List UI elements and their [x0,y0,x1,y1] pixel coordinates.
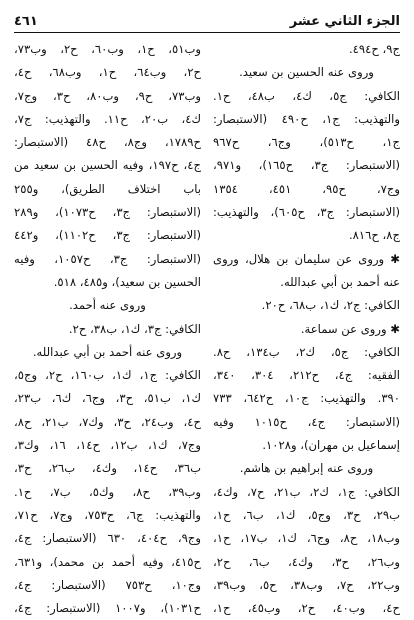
text-line: وج٧، ح٩٥، ٤٥١، ١٣٥٤ [213,181,400,196]
text-line: ب٣٦، ح١٤، وك٤، ب٢٦، ح٣، [14,461,201,476]
text-line: ✱ وروى عن سماعة. [300,321,400,336]
text-line: ح٢، وب٦٤، ح١، وب٦٨، ح٤، [14,65,201,80]
text-line: الكافي: ج٣، ك١، ب٣٨، ح٢. [68,321,201,336]
text-line: وب٣٩، ح٨، وك٥، ب٧، ح١. [14,484,201,499]
section-heading-line: وروى عنه أحمد. [69,298,146,313]
page-number: ٤٦١ [14,14,38,29]
section-heading-line: وروى عنه أحمد بن أبي عبدالله. [32,344,183,359]
text-line: الكافي: ج٥، ك٤، ب٤٨، ح١. [213,88,400,103]
text-line: وب٢٢، ح٧، وب٣٨، ح٥، وب٣٩، [213,577,400,592]
text-line: وب١٨، ح٨، وج٦، ك١، ب١٧، ح١، [213,531,400,546]
text-line: وج١٠، ح٧٥٣ (الاستبصار: ج٤، [14,577,201,592]
text-line: ك٤، ب٢٠، ح١١. والتهذيب: ج٧، [14,111,202,126]
text-line: الحسين بن سعيد)، و٤٨٥، ٥١٨. [53,274,201,289]
text-line: والتهذيب: ج٦، ح٧٥٣، وج٧، ح٧١، [14,507,202,522]
text-line: وب٢٦، ح٣، وك٤، ب٦، ح٢، [213,554,400,569]
text-line: الكافي: ج٥، ك٢، ب١٣٤، ح٨. [213,344,400,359]
text-line: ح٤، وب٢٤، ح٣، وك٧، ب٢١، ح٨، [14,414,201,429]
text-line: ✱ وروى عن سليمان بن هلال، وروى [213,251,400,266]
text-line: (الاستبصار: ج٣، ح١٦٥)، و٩٧١، [213,158,400,173]
section-heading-line: وروى عنه إبراهيم بن هاشم. [239,461,374,476]
text-line: ج٩، ح٤٩٤. [348,42,400,56]
text-line: الكافي: ج٢، ك١، ب٦٨، ح٢٠. [261,298,400,313]
text-line: الفقيه: ج٤، ح٢١٢، ٣٠٤، ٣٤٠، [213,368,400,383]
text-line: ك١، ب٥١، ح٣، وج٦، ك٦، ب٢٣، [14,391,202,406]
text-line: ج٨، ح٨١٦. [348,228,400,243]
text-line: وج٩، ح٤٠٤، ٦٣٠ (الاستبصار: ج٤، [14,531,201,546]
text-line: ح٤١٥، وفيه أحمد بن محمد)، و٦٣١، [14,554,201,569]
text-line: (الاستبصار: ج٤، ح١٠١٥ وفيه [213,414,400,429]
text-line: (الاستبصار: ج٣، ح١٠٧٣)، و٢٨٩ [14,205,201,220]
two-column-body [14,38,401,616]
text-line: ج٤، ح١٩٧، وفيه الحسين بن سعيد من [14,158,201,173]
right-column [213,38,401,616]
text-line: ب٢٩، ح٣، وج٥، ك١، ب٦، ح١، [213,507,401,522]
text-line: (الاستبصار: ج٣، ح١٠٥٧، وفيه [14,251,201,266]
text-line: وج٧، ك١، ب١٢، ح١٤، ١٦، وك٣، [14,438,202,453]
text-line: عنه أحمد بن أبي عبدالله. [280,274,400,289]
left-column [14,38,202,616]
text-line: ج١، ح٥١٣)، وج٦، ح٩٦٧ [213,135,400,150]
text-line: ح١٠٣١)، و١٠٠٧ (الاستبصار: ج٤، [14,601,201,616]
text-line: وب٥١، ح١، وب٦٠، ح٢، وب٧٣، [14,42,201,56]
text-line: وب٧٣، ح٩، وب٨٠، ح٣، وج٧، [14,88,201,103]
text-line: ٣٩٠. والتهذيب: ج١٠، ح٦٤٢، ٧٣٣ [213,391,400,406]
text-line: (الاستبصار: ج٣، ح١١٠٢)، و٤٤٢ [14,228,201,243]
text-line: باب اختلاف الطريق)، و٢٥٥ [14,181,201,196]
text-line: الكافي: ج١، ك١، ب١٦٠، ح٢، وج٥، [14,368,201,383]
text-line: الكافي: ج١، ك٢، ب٢١، ح٧، وك٤، [213,484,400,499]
section-heading-line: وروى عنه الحسين بن سعيد. [239,65,374,80]
text-line: والتهذيب: ج١، ح٤٩٠ (الاستبصار: [213,111,400,126]
text-line: (الاستبصار: ج٣، ح٦٠٥)، والتهذيب: [213,205,400,220]
text-line: ح١٧٨٩، وج٨، ح٤٨ (الاستبصار: [14,135,201,150]
running-title: الجزء الثاني عشر [289,14,400,29]
text-line: ح٤، وب٤٠، ح٢، وب٤٥، ح١، [213,601,400,616]
text-line: إسماعيل بن مهران)، و١٠٢٨. [262,438,400,453]
page-header [14,6,400,33]
